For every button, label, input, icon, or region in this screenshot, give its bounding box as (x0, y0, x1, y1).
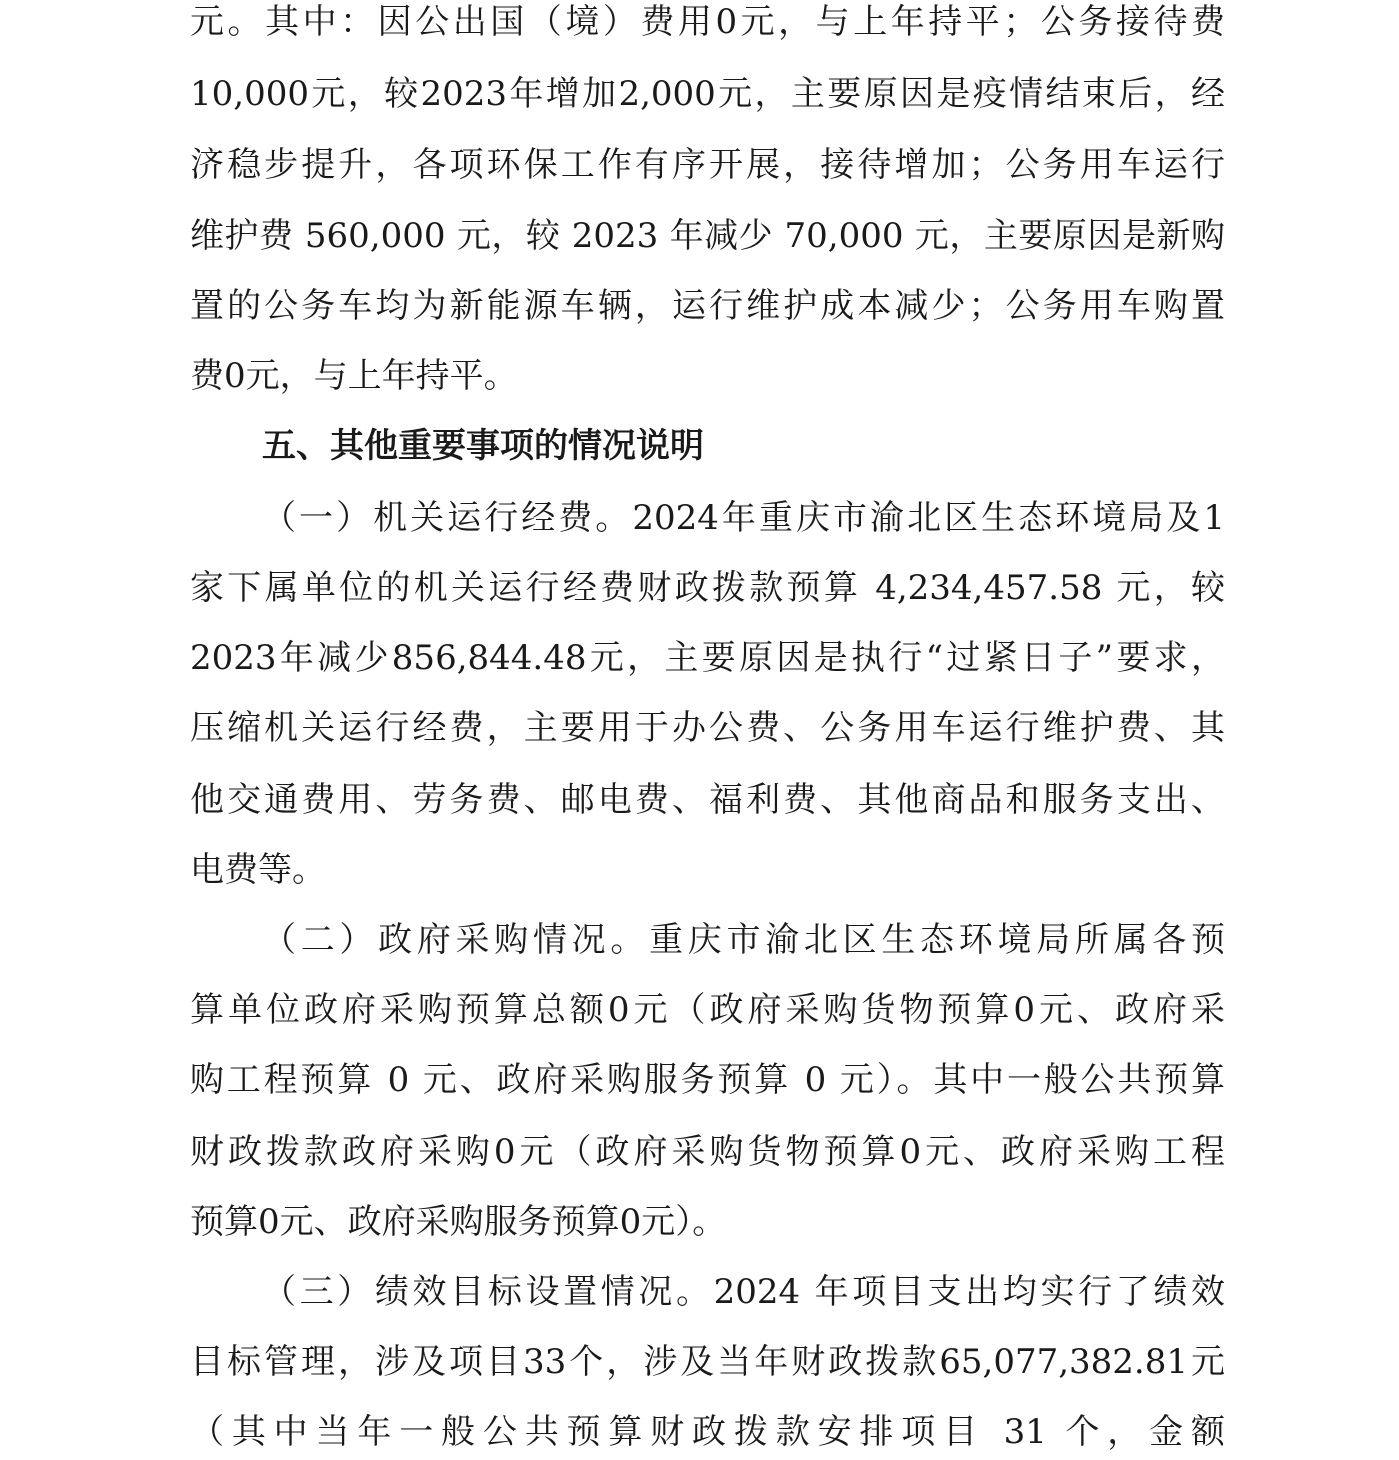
paragraph-line: 压缩机关运行经费，主要用于办公费、公务用车运行维护费、其 (190, 708, 1225, 748)
paragraph-line: 济稳步提升，各项环保工作有序开展，接待增加；公务用车运行 (190, 145, 1225, 185)
paragraph-line: （一）机关运行经费。2024年重庆市渝北区生态环境局及1 (262, 498, 1225, 538)
paragraph-line: （其中当年一般公共预算财政拨款安排项目 31 个，金额 (190, 1412, 1225, 1452)
paragraph-line: 家下属单位的机关运行经费财政拨款预算 4,234,457.58 元，较 (190, 568, 1225, 608)
paragraph-line: 2023年减少856,844.48元，主要原因是执行“过紧日子”要求， (190, 638, 1225, 678)
paragraph-line: 维护费 560,000 元，较 2023 年减少 70,000 元，主要原因是新购 (190, 216, 1225, 256)
paragraph-line: 目标管理，涉及项目33个，涉及当年财政拨款65,077,382.81元 (190, 1342, 1225, 1382)
paragraph-line: 预算0元、政府采购服务预算0元）。 (190, 1202, 727, 1242)
paragraph-line: 算单位政府采购预算总额0元（政府采购货物预算0元、政府采 (190, 990, 1225, 1030)
paragraph-line: 10,000元，较2023年增加2,000元，主要原因是疫情结束后，经 (190, 74, 1225, 114)
paragraph-line: 购工程预算 0 元、政府采购服务预算 0 元）。其中一般公共预算 (190, 1060, 1225, 1100)
paragraph-line: （二）政府采购情况。重庆市渝北区生态环境局所属各预 (262, 920, 1225, 960)
paragraph-line: 元。其中：因公出国（境）费用0元，与上年持平；公务接待费 (190, 2, 1225, 42)
paragraph-line: 他交通费用、劳务费、邮电费、福利费、其他商品和服务支出、 (190, 780, 1225, 820)
paragraph-line: 财政拨款政府采购0元（政府采购货物预算0元、政府采购工程 (190, 1132, 1225, 1172)
paragraph-line: 置的公务车均为新能源车辆，运行维护成本减少；公务用车购置 (190, 286, 1225, 326)
paragraph-line: 费0元，与上年持平。 (190, 356, 518, 396)
paragraph-line: 电费等。 (190, 850, 326, 890)
section-heading: 五、其他重要事项的情况说明 (262, 426, 704, 466)
paragraph-line: （三）绩效目标设置情况。2024 年项目支出均实行了绩效 (262, 1272, 1225, 1312)
